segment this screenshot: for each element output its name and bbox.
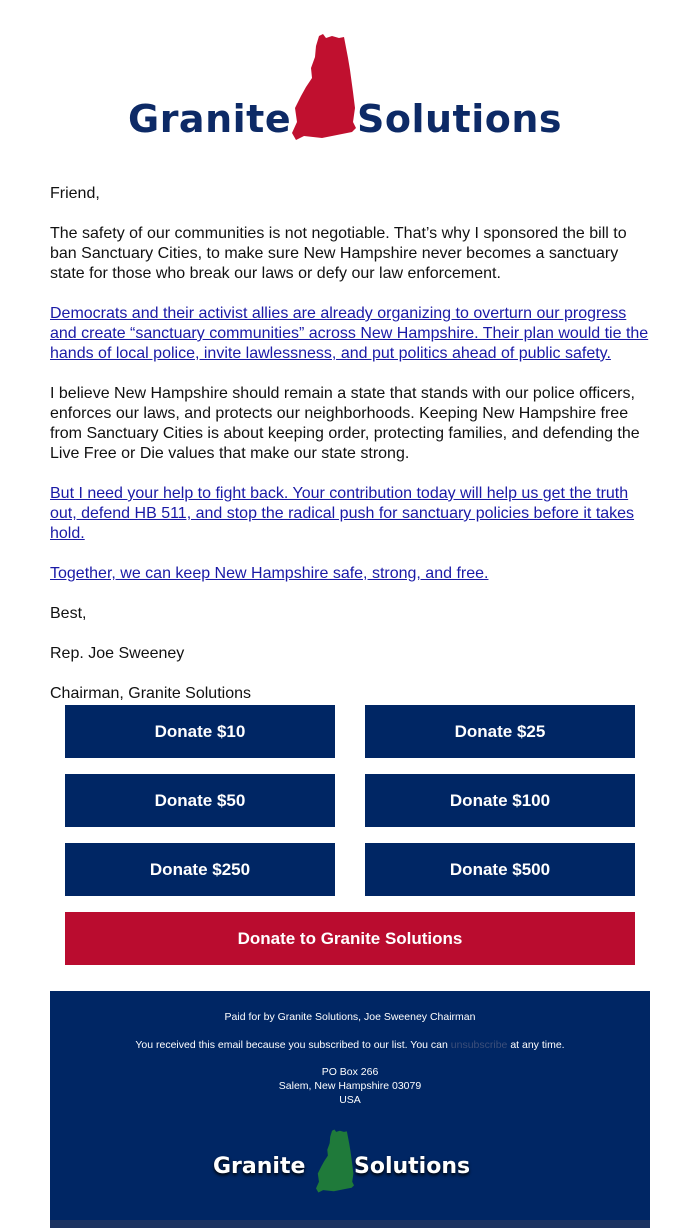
footer (50, 991, 650, 1228)
new-hampshire-state-footer-icon (316, 1127, 354, 1195)
donate-250-button[interactable]: Donate $250 (65, 843, 335, 896)
logo-text-solutions: Solutions (357, 97, 563, 141)
donate-main-button[interactable]: Donate to Granite Solutions (65, 912, 635, 965)
unsubscribe-link[interactable]: unsubscribe (450, 1039, 508, 1051)
signer-name: Rep. Joe Sweeney (50, 645, 185, 662)
closing: Best, (50, 605, 87, 622)
footer-logo-text-solutions: Solutions (354, 1154, 471, 1179)
link-paragraph-2[interactable]: But I need your help to fight back. Your contribution today will help us get the truth out, defend HB 511, and stop the radical push for sanctuary policies before it takes hold. (50, 485, 635, 542)
paragraph-1: The safety of our communities is not negotiable. That’s why I sponsored the bill to ban Sanctuary Cities, to make sure New Hampshire never becomes a sanctuary state for those who break our laws or defy our law enforcement. (50, 225, 627, 282)
paragraph-2: I believe New Hampshire should remain a state that stands with our police officers, enforces our laws, and protects our neighborhoods. Keeping New Hampshire free from Sanctuary Cities is about keeping order, protecting families, and defending the Live Free or Die values that make our state strong. (50, 385, 640, 462)
greeting: Friend, (50, 185, 100, 202)
address-line-1: PO Box 266 (321, 1066, 379, 1078)
header-logo (0, 28, 700, 146)
signer-title: Chairman, Granite Solutions (50, 685, 251, 702)
address-line-2: Salem, New Hampshire 03079 (278, 1080, 422, 1092)
new-hampshire-state-icon (292, 34, 356, 140)
donate-10-button[interactable]: Donate $10 (65, 705, 335, 758)
subscription-notice: You received this email because you subscribed to our list. You can unsubscribe at any time. (135, 1039, 565, 1051)
address-line-3: USA (339, 1094, 361, 1106)
donate-50-button[interactable]: Donate $50 (65, 774, 335, 827)
letter-body (50, 184, 655, 724)
donate-25-button[interactable]: Donate $25 (365, 705, 635, 758)
footer-logo-text-granite: Granite (213, 1154, 306, 1179)
donate-500-button[interactable]: Donate $500 (365, 843, 635, 896)
paid-for-notice: Paid for by Granite Solutions, Joe Sweeney Chairman (224, 1011, 476, 1023)
logo-text-granite: Granite (128, 97, 292, 141)
link-paragraph-1[interactable]: Democrats and their activist allies are already organizing to overturn our progress and create “sanctuary communities” across New Hampshire. Their plan would tie the hands of local police, invite lawlessness, and put politics ahead of public safety. (50, 305, 649, 362)
footer-divider (50, 1220, 650, 1228)
donate-100-button[interactable]: Donate $100 (365, 774, 635, 827)
link-paragraph-3[interactable]: Together, we can keep New Hampshire safe, strong, and free. (50, 565, 489, 582)
